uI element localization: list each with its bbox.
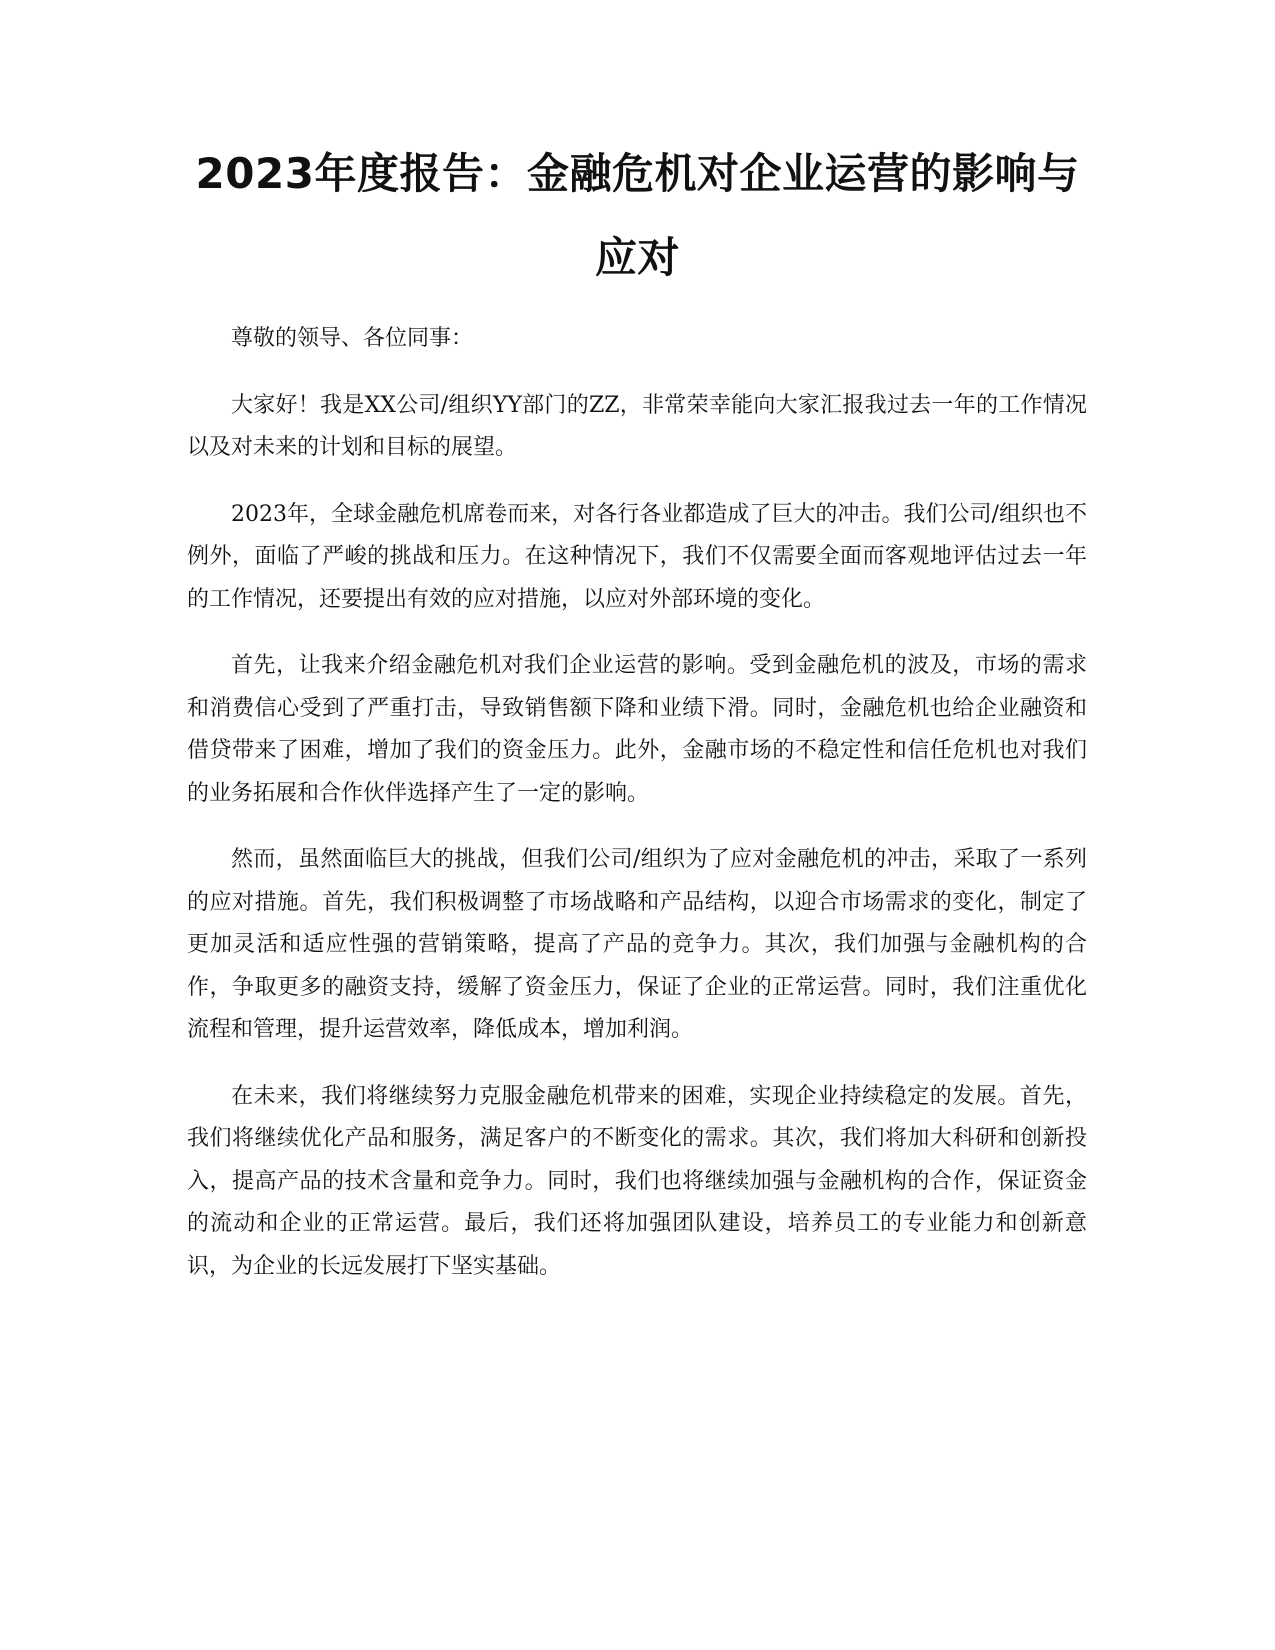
salutation-paragraph: 尊敬的领导、各位同事：: [231, 326, 474, 351]
impact-paragraph: 首先，让我来介绍金融危机对我们企业运营的影响。受到金融危机的波及，市场的需求和消费信心受到了严重打击，导致销售额下降和业绩下滑。同时，金融危机也给企业融资和借贷带来了困难，增加了我们的资金压力。此外，金融市场的不稳定性和信任危机也对我们的业务拓展和合作伙伴选择产生了一定的影响。: [187, 653, 1087, 806]
document-body: [187, 318, 1087, 1312]
outlook-paragraph: 在未来，我们将继续努力克服金融危机带来的困难，实现企业持续稳定的发展。首先，我们将继续优化产品和服务，满足客户的不断变化的需求。其次，我们将加大科研和创新投入，提高产品的技术含量和竞争力。同时，我们也将继续加强与金融机构的合作，保证资金的流动和企业的正常运营。最后，我们还将加强团队建设，培养员工的专业能力和创新意识，为企业的长远发展打下坚实基础。: [187, 1083, 1087, 1279]
measures-paragraph: 然而，虽然面临巨大的挑战，但我们公司/组织为了应对金融危机的冲击，采取了一系列的应对措施。首先，我们积极调整了市场战略和产品结构，以迎合市场需求的变化，制定了更加灵活和适应性强的营销策略，提高了产品的竞争力。其次，我们加强与金融机构的合作，争取更多的融资支持，缓解了资金压力，保证了企业的正常运营。同时，我们注重优化流程和管理，提升运营效率，降低成本，增加利润。: [187, 847, 1087, 1042]
document-title: 2023年度报告：金融危机对企业运营的影响与应对: [195, 149, 1080, 282]
context-paragraph: 2023年，全球金融危机席卷而来，对各行各业都造成了巨大的冲击。我们公司/组织也不例外，面临了严峻的挑战和压力。在这种情况下，我们不仅需要全面而客观地评估过去一年的工作情况，还要提出有效的应对措施，以应对外部环境的变化。: [187, 501, 1087, 612]
greeting-paragraph: 大家好！我是XX公司/组织YY部门的ZZ，非常荣幸能向大家汇报我过去一年的工作情况以及对未来的计划和目标的展望。: [187, 392, 1087, 460]
